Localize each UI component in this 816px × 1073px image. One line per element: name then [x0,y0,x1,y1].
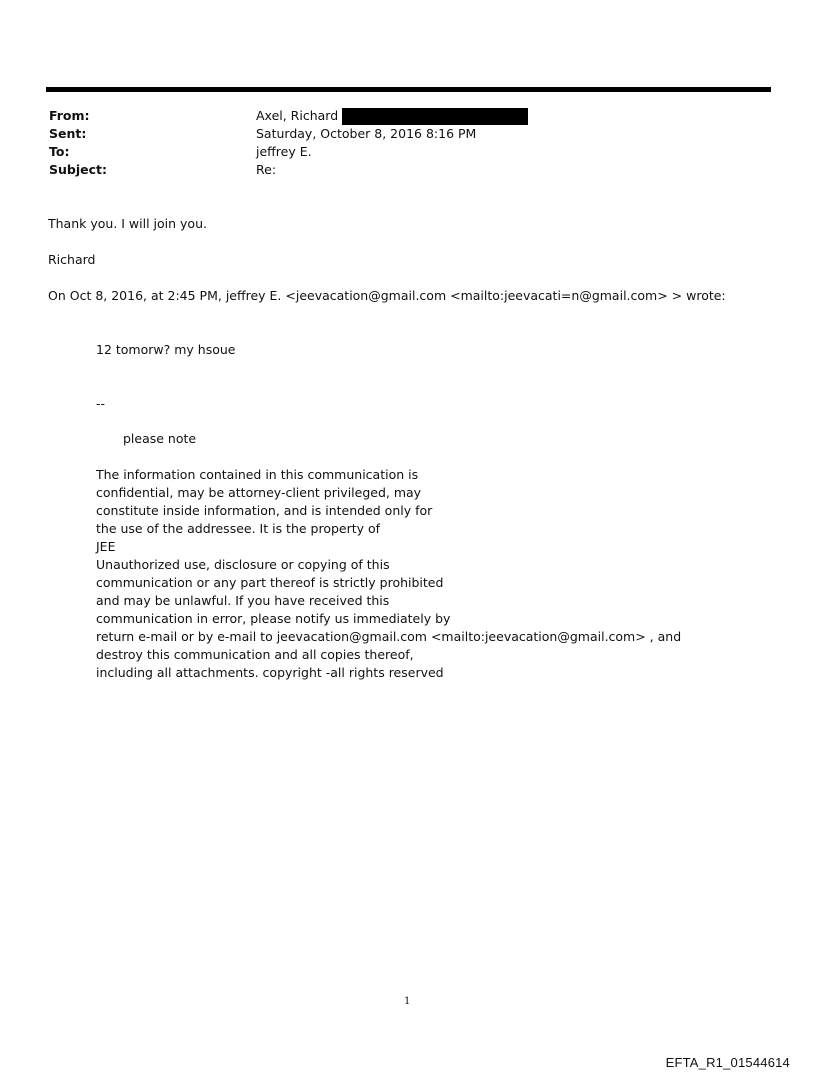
please-note: please note [123,431,197,446]
header-divider [46,87,771,92]
sent-label: Sent: [49,126,87,141]
disclaimer-line: confidential, may be attorney-client privileged, may [96,485,422,500]
to-label: To: [49,144,70,159]
quoted-message: 12 tomorw? my hsoue [96,342,236,357]
page-number: 1 [404,996,411,1007]
disclaimer-line: the use of the addressee. It is the property of [96,521,381,536]
subject-value: Re: [256,162,277,177]
disclaimer-line: Unauthorized use, disclosure or copying of this [96,557,390,572]
quote-attribution: On Oct 8, 2016, at 2:45 PM, jeffrey E. <jeevacation@gmail.com <mailto:jeevacati=n@gmail.com> > wrote: [48,288,726,303]
from-name: Axel, Richard [256,108,339,123]
subject-label: Subject: [49,162,107,177]
disclaimer-line: communication or any part thereof is strictly prohibited [96,575,444,590]
signature-separator: -- [96,396,106,411]
disclaimer-line: The information contained in this communication is [96,467,419,482]
disclaimer-line: and may be unlawful. If you have received this [96,593,390,608]
disclaimer-line: destroy this communication and all copies thereof, [96,647,414,662]
disclaimer-line: constitute inside information, and is intended only for [96,503,433,518]
to-value: jeffrey E. [256,144,312,159]
reply-text: Thank you. I will join you. [48,216,207,231]
from-value [256,107,528,125]
disclaimer-line: communication in error, please notify us immediately by [96,611,451,626]
from-label: From: [49,108,90,123]
disclaimer-line: return e-mail or by e-mail to jeevacation@gmail.com <mailto:jeevacation@gmail.com> , and [96,629,682,644]
redaction-bar [342,108,528,125]
reply-signature: Richard [48,252,96,267]
disclaimer-line: including all attachments. copyright -all rights reserved [96,665,444,680]
sent-value: Saturday, October 8, 2016 8:16 PM [256,126,477,141]
disclaimer-line: JEE [96,539,116,554]
bates-number: EFTA_R1_01544614 [665,1055,790,1070]
